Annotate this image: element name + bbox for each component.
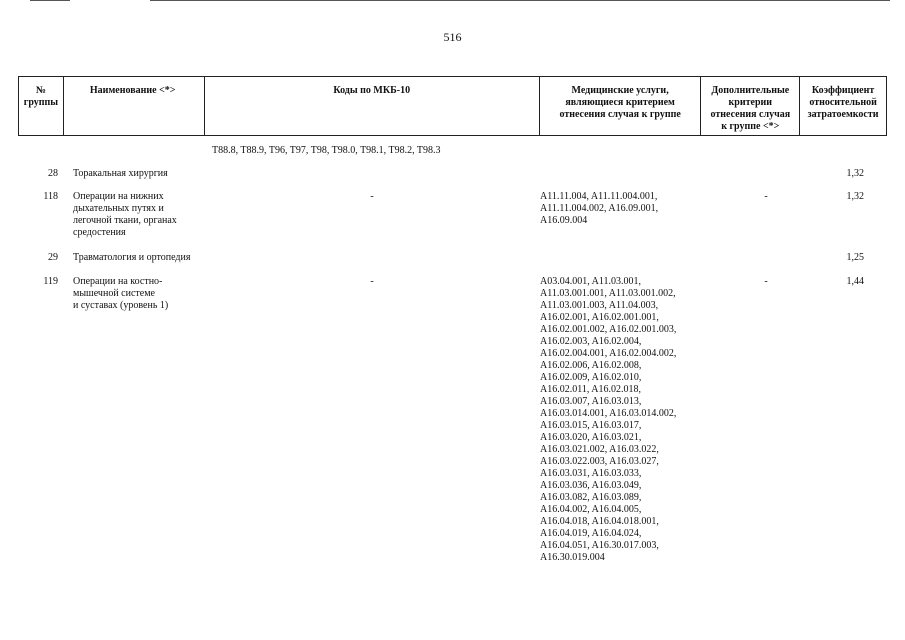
table-header (18, 76, 887, 136)
row-118-codes: - (370, 191, 374, 202)
header-extra-criteria: Дополнительные критерии отнесения случая к группе <*> (701, 77, 800, 135)
row-29-group-number: 29 (48, 252, 58, 263)
row-119-codes: - (370, 276, 374, 287)
header-icd-codes: Коды по МКБ-10 (205, 77, 540, 135)
row-118-group-number: 118 (43, 191, 58, 202)
continuation-codes: T88.8, T88.9, T96, T97, T98, T98.0, T98.1, T98.2, T98.3 (212, 145, 441, 156)
header-coefficient: Коэффициент относительной затратоемкости (807, 85, 879, 120)
scan-top-rule (150, 0, 890, 1)
row-29-name: Травматология и ортопедия (73, 252, 191, 263)
row-118-name: Операции на нижних дыхательных путях и легочной ткани, органах средостения (73, 191, 177, 238)
row-28-group-number: 28 (48, 168, 58, 179)
row-28-name: Торакальная хирургия (73, 168, 168, 179)
row-119-group-number: 119 (43, 276, 58, 287)
header-group-number (19, 77, 64, 135)
header-name: Наименование <*> (64, 77, 205, 135)
row-118-services: A11.11.004, A11.11.004.001, A11.11.004.002, A16.09.001, A16.09.004 (540, 191, 659, 226)
page-number: 516 (443, 30, 462, 44)
row-119-services: A03.04.001, A11.03.001, A11.03.001.001, A11.03.001.002, A11.03.001.003, A11.04.003, A16.02.001, A16.02.001.001, A16.02.001.002, A16.02.001.003, A16.02.003, A16.02.004, A16.02.004.001, A16.02.004.002, A16.02.006, A16.02.008, A16.02.009, A16.02.010, A16.02.011, A16.02.018, A16.03.007, A16.03.013, A16.03.014.001, A16.03.014.002, A16.03.015, A16.03.017, A16.03.020, A16.03.021, A16.03.021.002, A16.03.022, A16.03.022.003, A16.03.027, A16.03.031, A16.03.033, A16.03.036, A16.03.049, A16.03.082, A16.03.089, A16.04.002, A16.04.005, A16.04.018, A16.04.018.001, A16.04.019, A16.04.024, A16.04.051, A16.30.017.003, A16.30.019.004 (540, 276, 677, 563)
row-118-coefficient: 1,32 (846, 191, 864, 202)
row-118-extra: - (764, 191, 768, 202)
header-group-number-line-2: группы (23, 97, 59, 108)
row-119-extra: - (764, 276, 768, 287)
row-119-name: Операции на костно- мышечной системе и суставах (уровень 1) (73, 276, 169, 311)
header-group-number-line-1: № (35, 85, 46, 96)
header-medical-services: Медицинские услуги, являющиеся критерием отнесения случая к группе (540, 77, 702, 135)
row-29-coefficient: 1,25 (846, 252, 864, 263)
row-119-coefficient: 1,44 (846, 276, 864, 287)
row-28-coefficient: 1,32 (846, 168, 864, 179)
scan-top-rule (30, 0, 70, 1)
